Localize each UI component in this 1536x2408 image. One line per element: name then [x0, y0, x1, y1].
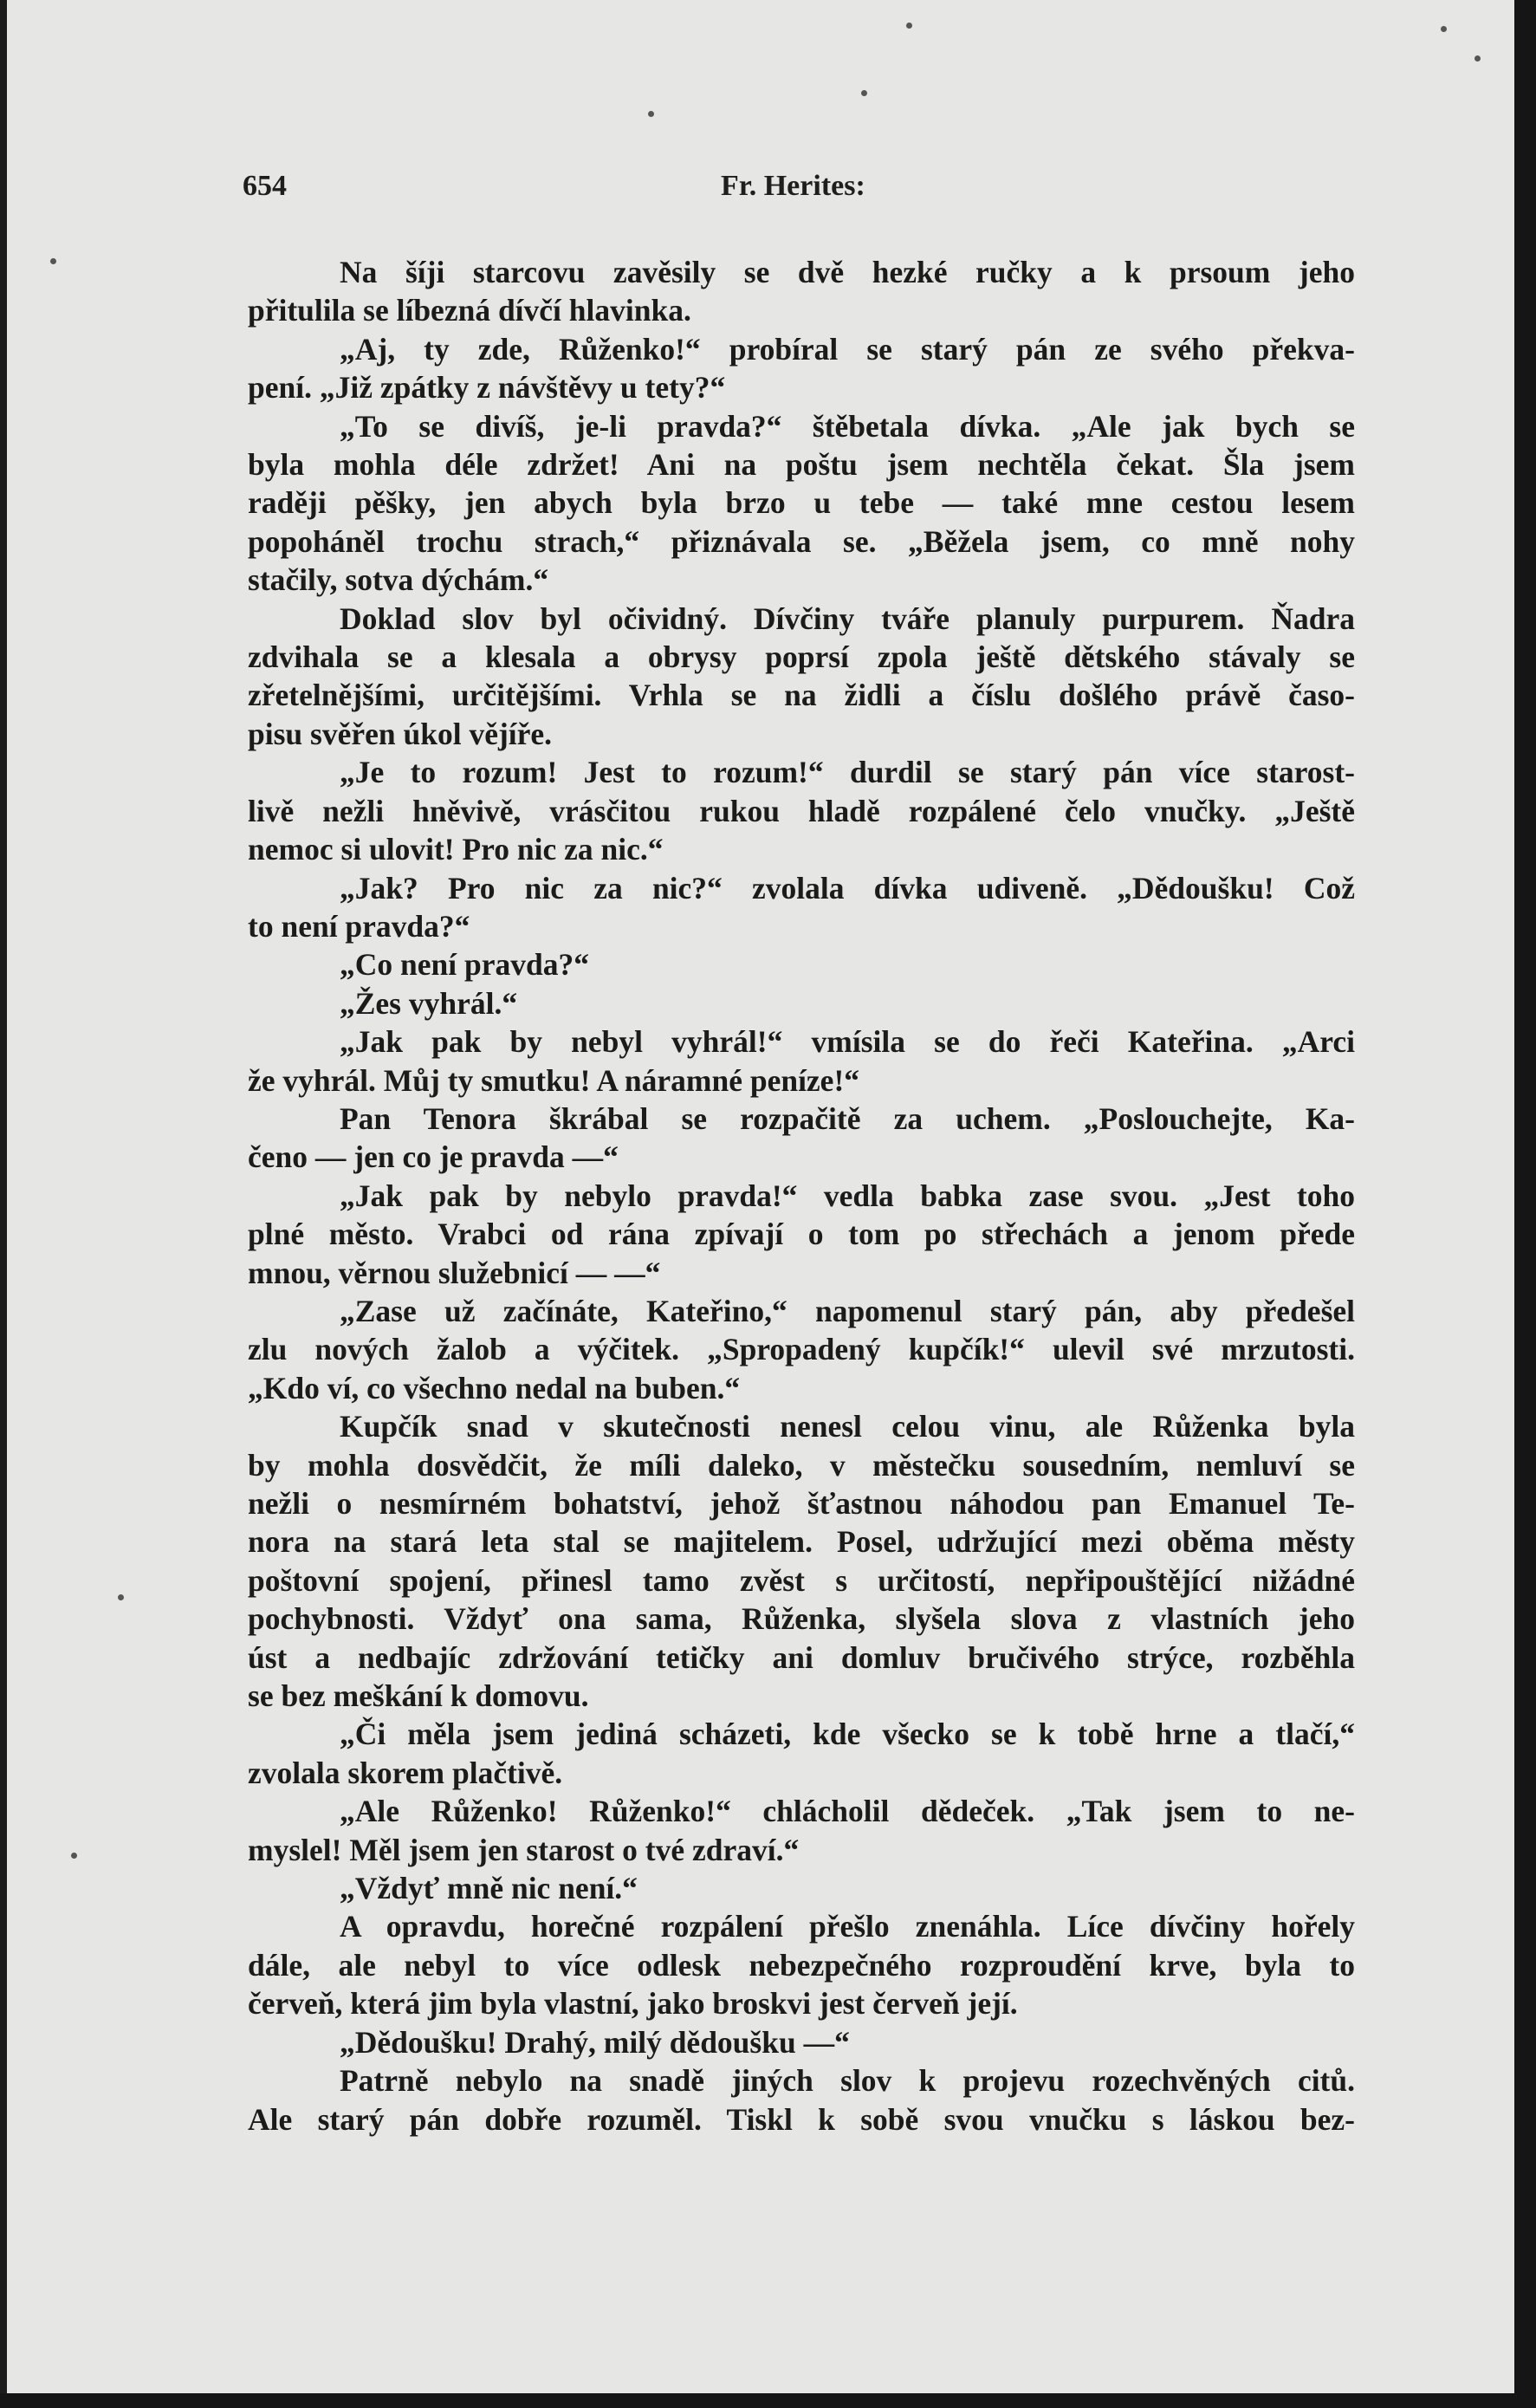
page-number: 654: [243, 170, 287, 202]
text-line: „Ale Růženko! Růženko!“ chlácholil dědeček. „Tak jsem to ne-: [340, 1794, 1355, 1829]
text-line: úst a nedbajíc zdržování tetičky ani domluv bručivého strýce, rozběhla: [248, 1639, 1355, 1675]
text-line: „Jak? Pro nic za nic?“ zvolala dívka udiveně. „Dědoušku! Což: [340, 870, 1355, 905]
text-line: nora na stará leta stal se majitelem. Posel, udržující mezi oběma městy: [248, 1524, 1355, 1560]
text-line: to není pravda?“: [248, 908, 470, 944]
text-line: „Jak pak by nebyl vyhrál!“ vmísila se do řeči Kateřina. „Arci: [340, 1024, 1355, 1060]
scan-speck: [1474, 55, 1481, 62]
text-line: nežli o nesmírném bohatství, jehož šťastnou náhodou pan Emanuel Te-: [248, 1486, 1355, 1521]
text-line: byla mohla déle zdržet! Ani na poštu jsem nechtěla čekat. Šla jsem: [248, 447, 1355, 483]
text-line: že vyhrál. Můj ty smutku! A náramné peníze!“: [248, 1062, 860, 1098]
scan-edge: [1514, 0, 1536, 2408]
text-line: dále, ale nebyl to více odlesk nebezpečného rozproudění krve, byla to: [248, 1947, 1355, 1983]
text-line: poštovní spojení, přinesl tamo zvěst s určitostí, nepřipouštějící nižádné: [248, 1562, 1355, 1598]
text-line: přitulila se líbezná dívčí hlavinka.: [248, 293, 691, 328]
scan-speck: [71, 1853, 77, 1859]
page-header: [236, 170, 1362, 213]
text-line: „Aj, ty zde, Růženko!“ probíral se starý pán ze svého překva-: [340, 331, 1355, 367]
text-line: „Kdo ví, co všechno nedal na buben.“: [248, 1370, 741, 1405]
running-head: Fr. Herites:: [721, 170, 865, 202]
text-line: „Co není pravda?“: [340, 947, 589, 983]
text-line: Kupčík snad v skutečnosti nenesl celou vinu, ale Růženka byla: [340, 1409, 1355, 1444]
scan-speck: [118, 1594, 124, 1600]
text-line: zlu nových žalob a výčitek. „Spropadený kupčík!“ ulevil své mrzutosti.: [248, 1332, 1355, 1367]
scan-speck: [50, 258, 56, 264]
text-line: Patrně nebylo na snadě jiných slov k projevu rozechvěných citů.: [340, 2063, 1355, 2099]
text-line: pení. „Již zpátky z návštěvy u tety?“: [248, 370, 726, 406]
text-line: livě nežli hněvivě, vrásčitou rukou hladě rozpálené čelo vnučky. „Ještě: [248, 793, 1355, 828]
text-line: popoháněl trochu strach,“ přiznávala se. „Běžela jsem, co mně nohy: [248, 523, 1355, 559]
text-line: „Či měla jsem jediná scházeti, kde všecko se k tobě hrne a tlačí,“: [340, 1717, 1355, 1752]
text-line: Na šíji starcovu zavěsily se dvě hezké ručky a k prsoum jeho: [340, 255, 1355, 289]
text-line: „Žes vyhrál.“: [340, 985, 518, 1021]
text-line: by mohla dosvědčit, že míli daleko, v městečku sousedním, nemluví se: [248, 1447, 1355, 1483]
text-line: zvolala skorem plačtivě.: [248, 1755, 563, 1790]
text-line: „Vždyť mně nic není.“: [340, 1871, 638, 1906]
text-line: raději pěšky, jen abych byla brzo u tebe — také mne cestou lesem: [248, 485, 1355, 521]
text-line: „Dědoušku! Drahý, milý dědoušku —“: [340, 2024, 850, 2060]
scan-speck: [648, 111, 654, 117]
text-line: zřetelnějšími, určitějšími. Vrhla se na židli a číslu došlého právě časo-: [248, 678, 1355, 713]
body-text: [248, 253, 1355, 2139]
text-line: „Je to rozum! Jest to rozum!“ durdil se starý pán více starost-: [340, 755, 1355, 790]
text-line: „To se divíš, je-li pravda?“ štěbetala dívka. „Ale jak bych se: [340, 408, 1355, 444]
text-line: Pan Tenora škrábal se rozpačitě za uchem. „Poslouchejte, Ka-: [340, 1100, 1355, 1136]
text-line: červeň, která jim byla vlastní, jako broskvi jest červeň její.: [248, 1986, 1018, 2022]
book-page: [7, 0, 1514, 2393]
text-line: mnou, věrnou služebnicí — —“: [248, 1255, 661, 1290]
text-line: Doklad slov byl očividný. Dívčiny tváře planuly purpurem. Ňadra: [340, 600, 1355, 636]
text-line: plné město. Vrabci od rána zpívají o tom po střechách a jenom přede: [248, 1217, 1355, 1252]
text-line: pisu svěřen úkol vějíře.: [248, 716, 553, 751]
scan-speck: [1441, 26, 1447, 32]
text-line: „Jak pak by nebylo pravda!“ vedla babka zase svou. „Jest toho: [340, 1178, 1355, 1213]
text-line: „Zase už začínáte, Kateřino,“ napomenul starý pán, aby předešel: [340, 1293, 1355, 1328]
text-line: myslel! Měl jsem jen starost o tvé zdraví.“: [248, 1832, 800, 1867]
scan-edge: [0, 2393, 1536, 2408]
text-line: A opravdu, horečné rozpálení přešlo znenáhla. Líce dívčiny hořely: [340, 1909, 1355, 1944]
scan-speck: [906, 23, 912, 29]
text-line: nemoc si ulovit! Pro nic za nic.“: [248, 832, 664, 867]
text-line: se bez meškání k domovu.: [248, 1678, 589, 1714]
text-line: pochybnosti. Vždyť ona sama, Růženka, slyšela slova z vlastních jeho: [248, 1601, 1355, 1637]
scan-speck: [861, 90, 867, 96]
text-line: čeno — jen co je pravda —“: [248, 1139, 619, 1175]
text-line: zdvihala se a klesala a obrysy poprsí zpola ještě dětského stávaly se: [248, 639, 1355, 675]
text-line: Ale starý pán dobře rozuměl. Tiskl k sobě svou vnučku s láskou bez-: [248, 2101, 1355, 2137]
text-line: stačily, sotva dýchám.“: [248, 562, 549, 598]
